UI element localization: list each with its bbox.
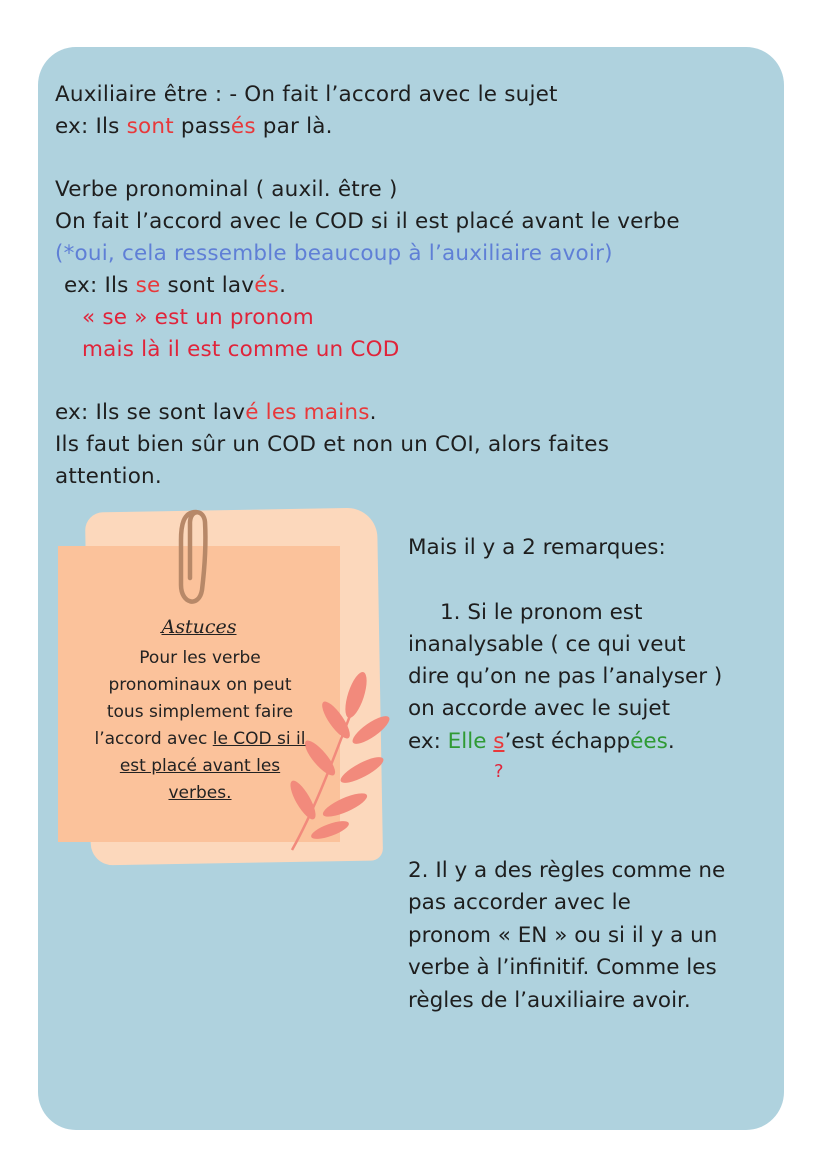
remarque-1-line-3: dire qu’on ne pas l’analyser )	[408, 664, 723, 689]
auxiliaire-etre-example: ex: Ils sont passés par là.	[55, 114, 333, 139]
pronominal-note: (*oui, cela ressemble beaucoup à l’auxiliaire avoir)	[55, 241, 613, 266]
se-pronom-line: « se » est un pronom	[82, 305, 314, 330]
remarque-2-line-4: verbe à l’infinitif. Comme les	[408, 955, 717, 980]
remarque-1-line-2: inanalysable ( ce qui veut	[408, 632, 686, 657]
remarque-2-line-1: 2. Il y a des règles comme ne	[408, 858, 726, 883]
question-mark: ?	[494, 761, 504, 782]
remarques-intro: Mais il y a 2 remarques:	[408, 535, 666, 560]
astuces-text: Pour les verbe pronominaux on peut tous simplement faire l’accord avec le COD si il est placé avant les verbes.	[94, 648, 306, 803]
warning-line-2: attention.	[55, 464, 162, 489]
pronominal-rule: On fait l’accord avec le COD si il est placé avant le verbe	[55, 209, 680, 234]
remarque-2-line-5: règles de l’auxiliaire avoir.	[408, 988, 691, 1013]
se-cod-line: mais là il est comme un COD	[82, 337, 400, 362]
remarque-2-line-3: pronom « EN » ou si il y a un	[408, 923, 718, 948]
pronominal-example: ex: Ils se sont lavés.	[64, 273, 287, 298]
pronominal-title: Verbe pronominal ( auxil. être )	[55, 177, 398, 202]
remarque-1-line-4: on accorde avec le sujet	[408, 696, 671, 721]
remarque-1-example: ex: Elle s’est échappées.	[408, 729, 675, 754]
remarque-1-line-1: 1. Si le pronom est	[440, 600, 643, 625]
warning-line-1: Ils faut bien sûr un COD et non un COI, alors faites	[55, 432, 610, 457]
remarque-2-line-2: pas accorder avec le	[408, 890, 631, 915]
auxiliaire-etre-rule: Auxiliaire être : - On fait l’accord avec le sujet	[55, 82, 558, 107]
mains-example: ex: Ils se sont lavé les mains.	[55, 400, 377, 425]
astuces-title: Astuces	[161, 616, 237, 638]
